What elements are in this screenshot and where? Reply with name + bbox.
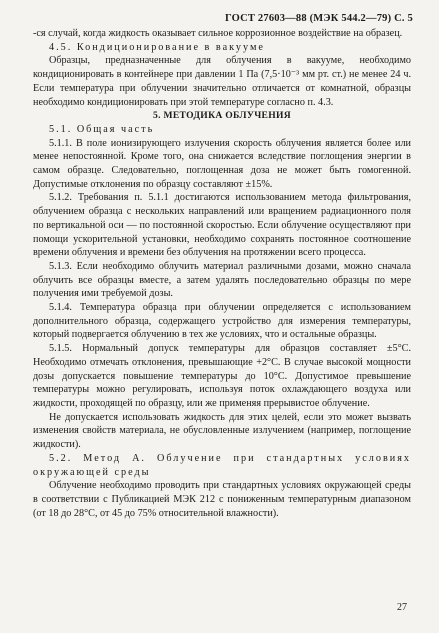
paragraph-continuation: -ся случай, когда жидкость оказывает сильное коррозионное воздействие на образец. [33, 28, 403, 39]
paragraph-5-1-3: 5.1.3. Если необходимо облучить материал различными дозами, можно сначала облучить все образцы вместе, а затем удалять последовательно образцы по мере получения ими требуемой дозы. [33, 260, 411, 300]
paragraph-method-a: Облучение необходимо проводить при стандартных условиях окружающей среды в соответствии с Публикацией МЭК 212 с пониженным температурным диапазоном (от 18 до 28°С, от 45 до 75% относительной влажности). [33, 480, 411, 519]
page-header: ГОСТ 27603—88 (МЭК 544.2—79) С. 5 [225, 13, 413, 24]
paragraph-5-1-2: 5.1.2. Требования п. 5.1.1 достигаются использованием метода фильтрования, облучением образца с нескольких направлений или вращением радиационного поля по вертикальной оси — по постоянной скоростью. Если облучение осуществляют при помощи ускорительной установки, необходимо сохранять постоянное соотношение времени облучения и времени без облучения на протяжении всего процесса. [33, 192, 411, 259]
subsection-heading-4-5: 4.5. Кондиционирование в вакууме [49, 41, 265, 53]
section-title-5: 5. МЕТОДИКА ОБЛУЧЕНИЯ [153, 110, 291, 122]
paragraph-5-1-5: 5.1.5. Нормальный допуск температуры для образцов составляет ±5°С. Необходимо отмечать отклонения, превышающие +2°С. В случае высокой мощности дозы допускается повышение температуры до 10°С. Допустимое превышение температуры можно регулировать, используя поток охлаждающего воздуха или жидкости, проходящей по образцу, или же применяя прерывистое облучение. [33, 343, 411, 409]
paragraph-5-1-4: 5.1.4. Температура образца при облучении определяется с использованием дополнительного образца, содержащего устройство для измерения температуры, который подвергается облучению в тех же условиях, что и остальные образцы. [33, 302, 411, 341]
paragraph-5-1-1: 5.1.1. В поле ионизирующего излучения скорость облучения является более или менее непостоянной. Кроме того, она снижается вследствие поглощения энергии в самом образце. Следовательно, поглощенная доза не может быть гомогенной. Допустимые отклонения по образцу составляют ±15%. [33, 137, 411, 190]
page-number: 27 [397, 602, 407, 613]
paragraph-vacuum-conditioning: Образцы, предназначенные для облучения в вакууме, необходимо кондиционировать в контейнере при давлении 1 Па (7,5·10⁻³ мм рт. ст.) не менее 24 ч. Если температура при облучении значительно отличается от комнатной, образцы необходимо кондиционировать при этой температуре согласно п. 4.3. [33, 55, 411, 108]
document-body [33, 27, 411, 520]
paragraph-liquid-note: Не допускается использовать жидкость для этих целей, если это может вызвать изменения свойств материала, не обусловленные излучением (например, поглощение жидкости). [33, 411, 411, 451]
subsection-heading-5-1: 5.1. Общая часть [49, 123, 155, 135]
subsection-heading-5-2: 5.2. Метод А. Облучение при стандартных условиях окружающей среды [33, 452, 411, 478]
